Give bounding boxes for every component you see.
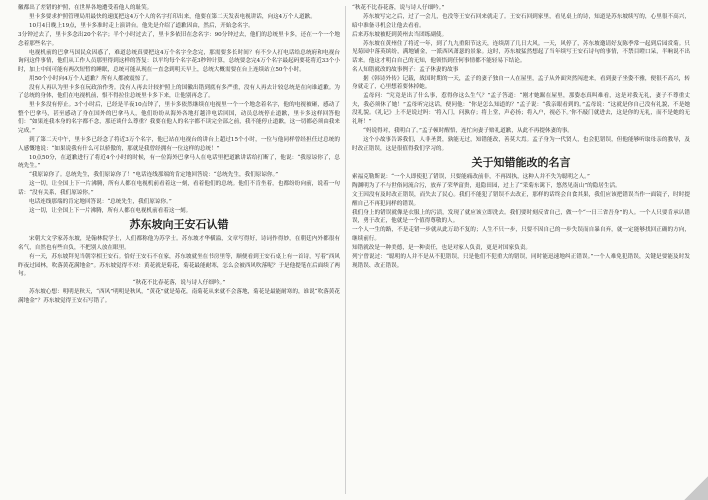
right-paragraph: 一个人一生的路，不是走错一步就从此万劫不复的；人生不只一步，只要不因自己的一步失误而自暴自弃，就一定能够找回正确的方向，继续前行。 [352, 227, 690, 242]
left-paragraph: 没有人再认为里卡多在玩政治作秀。没有人再去计较护照上的国徽出错到底有多严重，没有人再去计较总统是在向谁道歉。为了总统的身体，他们在电视机前，恨不得拉住总统里卡多下来，让他别再念了。 [18, 84, 340, 100]
article-title: 关于知错能改的名言 [471, 156, 571, 170]
right-paragraph: 索福克勒斯说：“一个人即使犯了错误，只要能痛改前非，不再固执，这种人并不失为聪明之人。” [352, 174, 590, 181]
right-column [352, 4, 690, 496]
left-paragraph: 3分钟过去了，里卡多念出20个名字；半个小时过去了，里卡多依旧在念名字：90分钟过去，他们的总统里卡多，还在一个一个地念着那些名字。 [18, 31, 340, 47]
left-paragraph: 10月4日晚上19点，里卡多准时走上演讲台。他先是介绍了道歉因由，然后，开始念名字。 [29, 22, 254, 29]
right-paragraph: 我们身上的错误就像是衣服上的污渍，发现了就应该立即洗去。我们要时刻反省自己，做一个“一日三省吾身”的人。一个人只要肯承认错误，勇于改正，他就是一个值得尊敬的人。 [352, 209, 690, 225]
right-paragraph: 列宁曾说过：“聪明的人并不是从不犯错误，只是他们不犯重大的错误，同时能迅速地纠正错误。”一个人难免犯错误，关键是要能及时发现错误、改正错误。 [352, 253, 690, 269]
right-paragraph: 知错就改是一种美德，是一种责任，也是对家人负责，更是对国家负责。 [352, 244, 532, 251]
left-paragraph: 10点50分，在道歉进行了将近4个小时的时候，有一位海外巴拿马人在电话里把道歉讲话给打断了，他说：“我原谅你了，总统先生。” [18, 154, 340, 170]
right-paragraph: 苏东坡写完之后，过了一会儿，也没等王安石回来就走了。王安石回到家里，看见桌上的诗，知道是苏东坡续写的，心里很不高兴，暗中准备寻机会让他去看看。 [352, 13, 690, 29]
article-title: 苏东坡向王安石认错 [129, 218, 229, 232]
right-paragraph: 后来苏东坡被贬到黄州去当团练副使。 [352, 31, 448, 38]
left-paragraph: 到了第二天中午，里卡多已经念了将近3万个名字，他已站在电视台的讲台上超过15个小时，一位与他同样曾经担任过总统的人感慨地说：“如果说我有什么可以骄傲的，那就是我曾经拥有一位这样的总统！” [18, 137, 340, 152]
poem-line: “秋花不比春花落，说与诗人仔细吟。” [352, 5, 445, 11]
right-paragraph: “妈说得对，我明白了。”孟子顿时醒悟，连忙向妻子赔礼道歉，从此不再提休妻的事。 [363, 128, 573, 135]
right-paragraph: 陶渊明为了不与世俗同流合污，放弃了荣华富贵，退隐田园，过上了“采菊东篱下，悠然见南山”的隐居生活。 [352, 183, 621, 190]
left-paragraph: “我原谅你了。总统先生，我们原谅你了！”电话连线那端的肯定地回答说：“总统先生，我们原谅你。” [29, 172, 279, 179]
right-paragraph: 苏东坡在黄州住了将近一年，到了九九重阳节这天，连续刮了几日大风。一天，风停了，苏东坡邀请好友陈季常一起到后园赏菊。只见菊园中落英缤纷，满地铺金，一派西风萧瑟的景象。这时，苏东坡猛然想起了当年续写王安石诗句的事情，不禁目瞪口呆，半晌说不出话来。他这才明白自己的无知，他领悟到任何事情都不能轻易下结论。 [352, 40, 690, 64]
right-paragraph: 这个小故事告诉我们，人非圣贤，孰能无过，知错能改，善莫大焉。孟子身为一代贤人，也会犯错误，但他能够听取母亲的教导，及时改正错误，这是很值得我们学习的。 [352, 137, 690, 152]
left-paragraph: 徽都出了差错的护照，在世界各地遭受着他人的耻笑。 [18, 5, 153, 11]
section-subheading: 名人知错就改的故事例子：孟子休妻的故事 [352, 66, 459, 73]
left-paragraph: 这一切，让全国上下一片沸腾，所有人都在电视机前看着这一刻，看着他们的总统。他们不肯坐着，也都纷纷向前，说着一句话：“没有关系，我们原谅你。” [18, 181, 340, 196]
page-curl [684, 476, 708, 500]
column-divider [345, 6, 346, 494]
left-paragraph: 里卡多要求护照管理局用最快的速度把这4万个人的名字打印出来，他要在第二天发表电视讲话，向这4万个人道歉。 [29, 13, 316, 20]
left-paragraph: 电视机前的巴拿马国民众因惑了，难道总统真要把这4万个名字全念完，那需要多长时间？有不少人打电话给总统府和电视台询问这件事情，他们从工作人员那里得到这样的答复：以平均每个名字花3秒钟计算，总统要念完4万个名字最起码要花将近33个小时，加上中间可能有两次短暂的睡眠，总统可能从现在一直念到明天早上，总统大概需要在台上连续站立50个小时。 [18, 49, 340, 73]
left-paragraph: 里卡多没有停止。3个小时后，已经是半夜10点钟了，里卡多依然继续在电视里一个一个地念着名字，他的电视被砸，感动了整个巴拿马，甚至感动了身在国外的巴拿马人，他们纷纷从海外各地打越洋电话回国，动员总统停止道歉，里卡多这样回答他们：“如果连我本身的名字都不念，那还谈什么尊重？我要在他人的名字都不读完全部之前，我不能停止道歉，这一切都必须由我来完成。” [18, 102, 340, 135]
right-paragraph: 孟母问：“究竟是出了什么事，惹得你这么生气？”孟子答道：“刚才她踞在屋里，那姿态真叫难看，这是对我无礼，妻子不尊重丈夫，我必须休了她！”孟母听完这话，便问他：“你是怎么知道的？”孟子说：“我亲眼看到的。”孟母说：“这就是你自己没有礼貌，不是她没礼貌。《礼记》上不是说过吗：‘将入门，问孰存；将上堂，声必扬；将入户，视必下。’你不敲门就进去，这是你的无礼，而不是她的无礼呀！” [352, 93, 690, 126]
left-paragraph: 苏东坡心想：明明是秋天，“西风”明明是秋风，“黄花”就是菊花，南菊花从来就不会落地，菊花是最能耐寒的，谁说“吹落黄花满地金”？苏东坡觉得王安石写错了。 [18, 289, 340, 304]
poem-line: “秋花不比春花落，说与诗人仔细吟。” [132, 280, 226, 287]
left-paragraph: 有一天，苏东坡拜见当朝宰相王安石。恰好王安石不在家，苏东坡就坐在书房里等，顺便看到王安石桌上有一首诗，写着“西风昨夜过园林，吹落黄花满地金”。苏东坡觉得不对：黄花就是菊花，菊花最能耐寒，怎么会被西风吹落呢？于是他提笔在后面续了两句。 [18, 253, 340, 278]
right-paragraph: 文王因没有及时改正错误，而失去了民心。我们不能犯了错误不去改正，那样的话终会自食其果，我们应该把错误当作一面镜子，时时提醒自己不再犯同样的错误。 [352, 192, 690, 207]
left-paragraph: 电话连线那端的肯定地回答说：“总统先生，我们原谅你。” [29, 198, 172, 205]
right-paragraph: 据《韩诗外传》记载，战国时期的一天，孟子的妻子独自一人在屋里，孟子从外面突然闯进来，看到妻子坐姿不雅，便很不高兴，转身就走了，心里想着要休掉她。 [352, 75, 690, 91]
left-paragraph: 这一切，让全国上下一片沸腾，所有人都在电视机前看着这一刻。 [29, 207, 192, 214]
left-paragraph: 用50个小时向4万个人道歉？所有人都被震惊了。 [29, 75, 152, 82]
left-paragraph: 宋朝大文学家苏东坡，是翰林院学士，人们都称他为苏学士。苏东坡才华横溢，文章写得好，诗词作得妙，在朝廷内外都很有名气，自然也有些自负，不把别人放在眼里。 [18, 236, 340, 251]
left-column [18, 4, 340, 496]
